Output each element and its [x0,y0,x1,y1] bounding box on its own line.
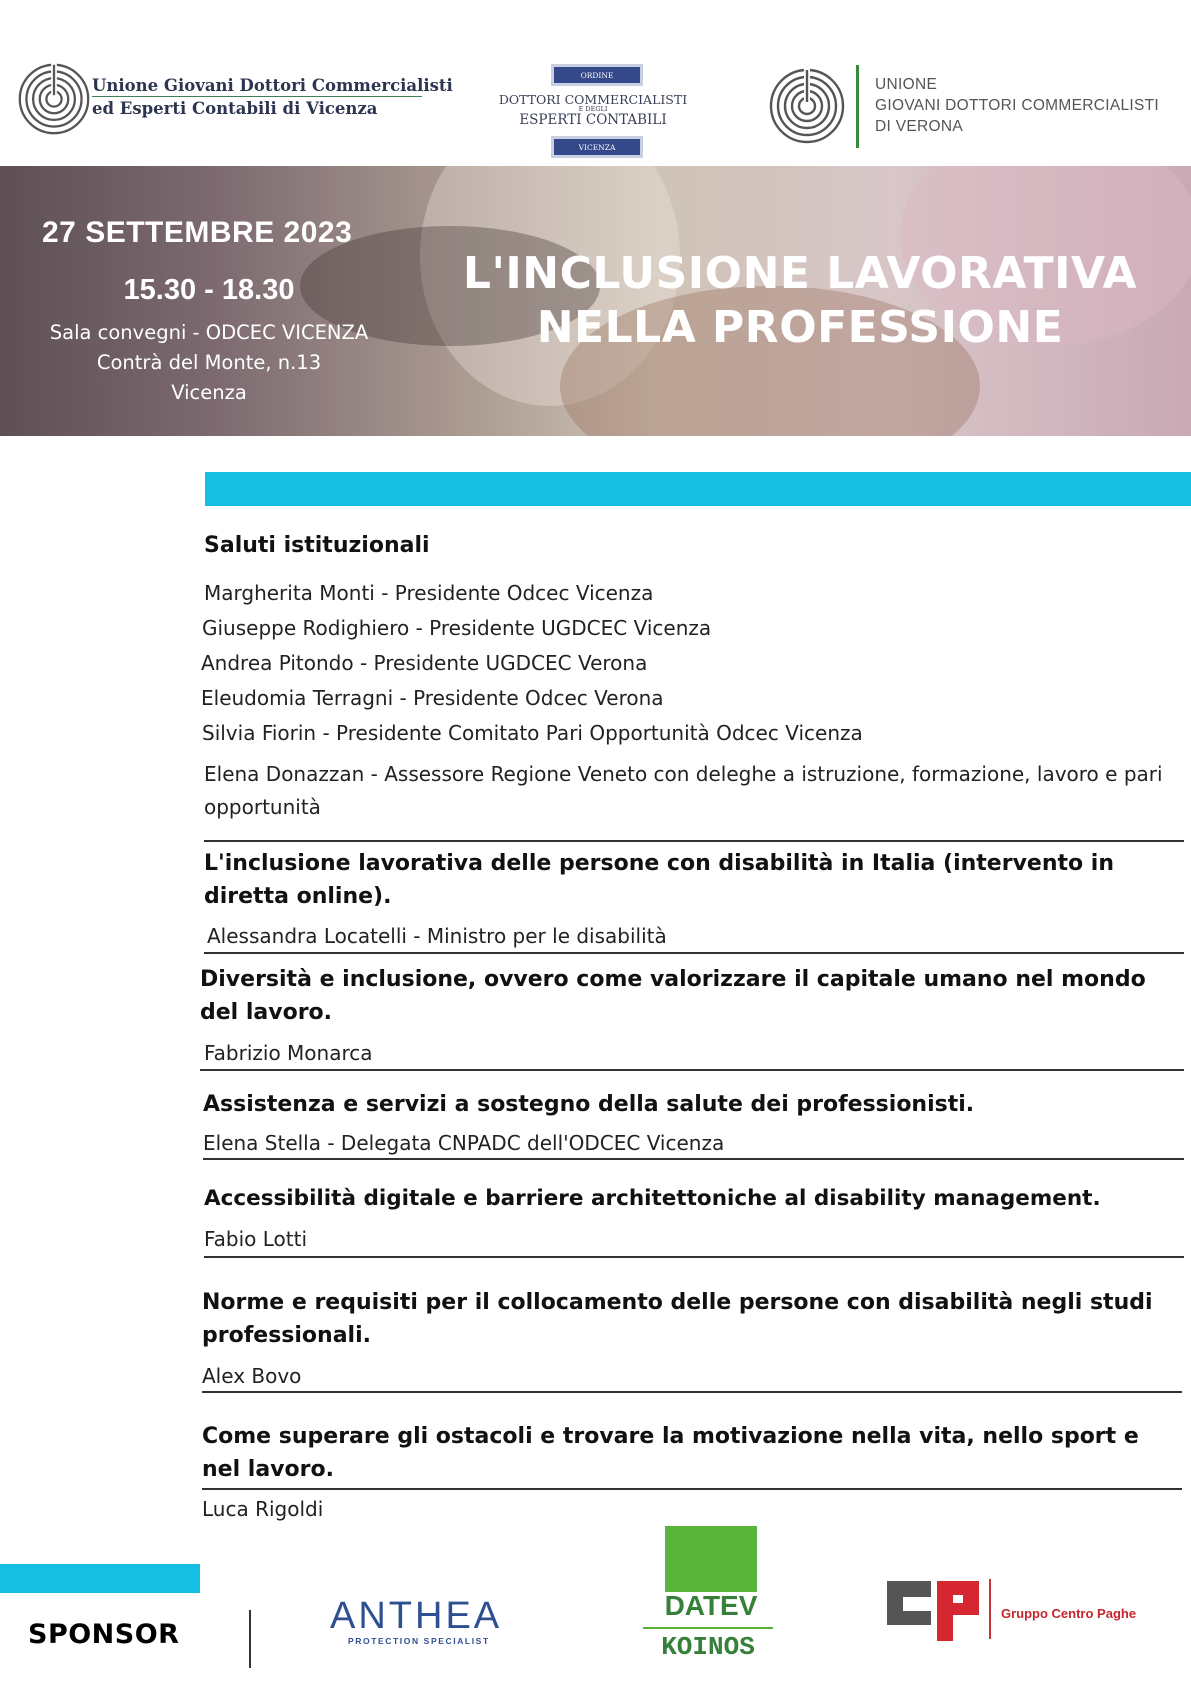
event-city: Vicenza [171,381,247,404]
talk-speaker: Fabio Lotti [204,1227,308,1251]
divider [203,1158,1184,1160]
footer-accent-bar [0,1564,200,1593]
logo-center-line2: E DEGLI [578,105,608,113]
talk-speaker: Alex Bovo [202,1364,302,1388]
talk-title: Assistenza e servizi a sostegno della salute dei professionisti. [203,1092,975,1117]
cp-name: Gruppo Centro Paghe [1001,1606,1137,1621]
event-date: 27 SETTEMBRE 2023 [42,216,353,249]
sponsor-divider [249,1610,251,1668]
greeting-item: Elena Donazzan - Assessore Regione Veneto con deleghe a istruzione, formazione, lavoro e pari opportunità [204,762,1163,819]
logo-center-bottom-box: VICENZA [551,136,643,158]
cp-divider [989,1579,991,1639]
divider [202,1391,1182,1393]
maze-logo-icon [767,66,847,146]
talk-speaker: Elena Stella - Delegata CNPADC dell'ODCEC Vicenza [203,1131,725,1155]
talk-speaker: Fabrizio Monarca [204,1041,373,1065]
logo-left-line1: Unione Giovani Dottori Commercialisti [92,76,453,95]
talk-title: L'inclusione lavorativa delle persone con disabilità in Italia (intervento in diretta online). [204,851,1114,909]
logo-center-line3: ESPERTI CONTABILI [519,112,667,128]
event-title-line1: L'INCLUSIONE LAVORATIVA [462,248,1138,299]
logo-left-line2: ed Esperti Contabili di Vicenza [92,99,378,118]
sponsor-label: SPONSOR [28,1619,180,1650]
event-address: Contrà del Monte, n.13 [96,351,322,374]
talk-speaker: Luca Rigoldi [202,1497,324,1521]
greeting-item: Silvia Fiorin - Presidente Comitato Pari Opportunità Odcec Vicenza [202,721,863,745]
divider [200,1069,1184,1071]
cp-mark-icon [887,1577,983,1641]
greeting-item: Margherita Monti - Presidente Odcec Vicenza [204,581,654,605]
logo-right-line1: UNIONE [875,76,938,93]
divider [204,952,1184,954]
datev-square-icon [665,1526,757,1592]
talk-speaker: Alessandra Locatelli - Ministro per le disabilità [207,924,667,948]
greeting-item: Giuseppe Rodighiero - Presidente UGDCEC Vicenza [202,616,712,640]
datev-line [643,1627,773,1629]
accent-bar [205,472,1191,506]
anthea-name: ANTHEA [330,1595,503,1637]
datev-sub: KOINOS [661,1632,755,1662]
greeting-item: Andrea Pitondo - Presidente UGDCEC Verona [201,651,648,675]
event-title-line2: NELLA PROFESSIONE [536,302,1064,353]
event-venue: Sala convegni - ODCEC VICENZA [49,321,369,344]
sponsor-centro-paghe-logo [887,1577,1187,1643]
logo-center-top-box: ORDINE [551,64,643,86]
divider [202,1488,1182,1490]
talk-title: Diversità e inclusione, ovvero come valorizzare il capitale umano nel mondo del lavoro. [200,967,1146,1025]
greeting-item: Eleudomia Terragni - Presidente Odcec Verona [201,686,664,710]
event-time: 15.30 - 18.30 [123,274,295,306]
greetings-heading: Saluti istituzionali [204,533,430,558]
talk-title: Norme e requisiti per il collocamento delle persone con disabilità negli studi professionali. [202,1290,1153,1348]
sponsor-anthea-logo [330,1596,510,1646]
divider [204,1256,1184,1258]
logo-right-line3: DI VERONA [875,118,963,135]
logo-right-line2: GIOVANI DOTTORI COMMERCIALISTI [875,97,1160,114]
maze-logo-icon [16,61,92,137]
anthea-tagline: PROTECTION SPECIALIST [348,1636,490,1646]
logo-ugdcec-verona [767,63,1167,151]
talk-title: Accessibilità digitale e barriere architettoniche al disability management. [204,1186,1101,1211]
logo-odcec-vicenza [493,60,693,166]
divider [204,840,1184,842]
sponsor-datev-logo [643,1526,773,1666]
logo-center-line1: DOTTORI COMMERCIALISTI [498,92,688,107]
datev-name: DATEV [664,1590,758,1621]
talk-title: Come superare gli ostacoli e trovare la motivazione nella vita, nello sport e nel lavoro. [202,1424,1139,1482]
logo-ugdcec-vicenza [16,58,453,140]
hero-banner [0,166,1191,436]
logo-right-divider [856,65,859,148]
logo-left-underline [92,96,422,97]
